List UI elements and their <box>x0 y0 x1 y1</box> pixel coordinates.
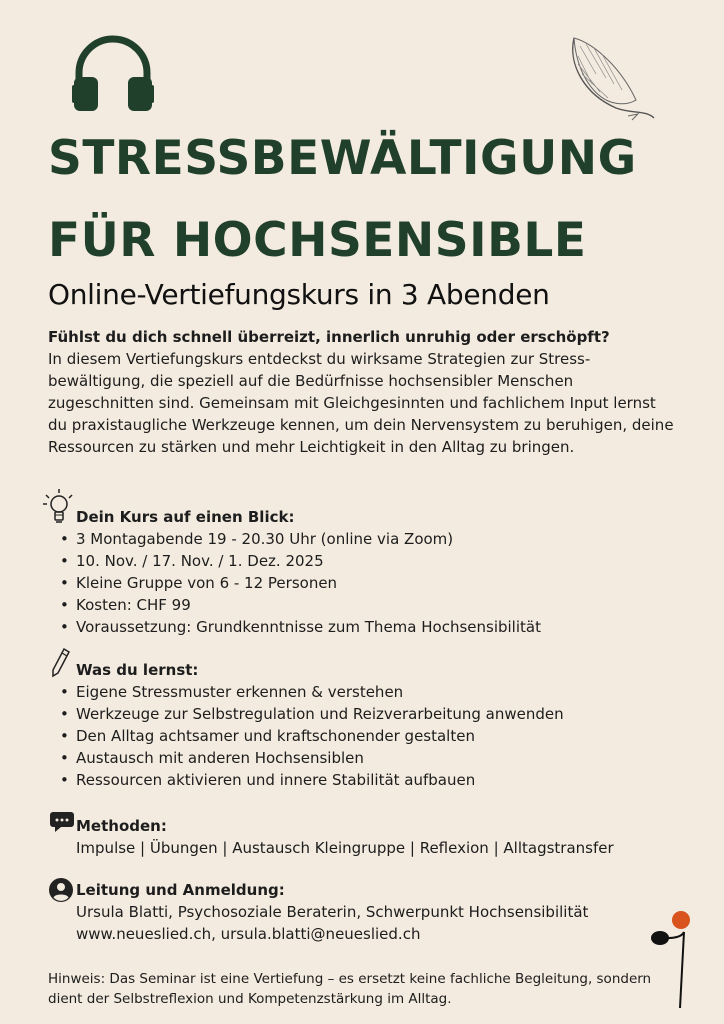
learn-list <box>76 681 696 791</box>
feather-icon <box>566 34 662 126</box>
list-item: • Austausch mit anderen Hochsensiblen <box>76 747 696 769</box>
headphones-icon <box>70 33 156 113</box>
list-item: • Kosten: CHF 99 <box>76 594 696 616</box>
list-item: • 3 Montagabende 19 - 20.30 Uhr (online via Zoom) <box>76 528 696 550</box>
subtitle: Online-Vertiefungskurs in 3 Abenden <box>48 278 550 311</box>
overview-section <box>76 506 696 638</box>
list-item: • Kleine Gruppe von 6 - 12 Personen <box>76 572 696 594</box>
list-item: • 10. Nov. / 17. Nov. / 1. Dez. 2025 <box>76 550 696 572</box>
title-line-2: FÜR HOCHSENSIBLE <box>48 213 587 268</box>
lead-heading: Leitung und Anmeldung: <box>76 881 285 899</box>
lightbulb-icon <box>40 487 74 525</box>
note-text: Hinweis: Das Seminar ist eine Vertiefung – es ersetzt keine fachliche Begleitung, sondern dient der Selbstreflexion und Kompetenzstärkung im Alltag. <box>48 971 652 1007</box>
title-line-1: STRESSBEWÄLTIGUNG <box>48 131 637 186</box>
intro-paragraph <box>48 326 678 458</box>
overview-list <box>76 528 696 638</box>
lead-line-1: Ursula Blatti, Psychosoziale Beraterin, Schwerpunkt Hochsensibilität <box>76 903 589 921</box>
learn-section <box>76 659 696 791</box>
list-item: • Ressourcen aktivieren und innere Stabilität aufbauen <box>76 769 696 791</box>
intro-body: In diesem Vertiefungskurs entdeckst du wirksame Strategien zur Stress-bewältigung, die speziell auf die Bedürfnisse hochsensibler Menschen zugeschnitten sind. Gemeinsam mit Gleichgesinnten und fachlichem Input lernst du praxistaugliche Werkzeuge kennen, um dein Nervensystem zu beruhigen, deine Ressourcen zu stärken und mehr Leichtigkeit in den Alltag zu bringen. <box>48 350 674 456</box>
methods-section <box>76 815 696 859</box>
user-icon <box>49 878 73 902</box>
list-item: • Voraussetzung: Grundkenntnisse zum Thema Hochsensibilität <box>76 616 696 638</box>
pencil-icon <box>50 647 72 679</box>
list-item: • Den Alltag achtsamer und kraftschonender gestalten <box>76 725 696 747</box>
speech-bubble-icon <box>49 810 75 834</box>
intro-lead: Fühlst du dich schnell überreizt, innerlich unruhig oder erschöpft? <box>48 328 610 346</box>
learn-heading: Was du lernst: <box>76 661 199 679</box>
methods-heading: Methoden: <box>76 817 167 835</box>
overview-heading: Dein Kurs auf einen Blick: <box>76 508 295 526</box>
list-item: • Werkzeuge zur Selbstregulation und Reizverarbeitung anwenden <box>76 703 696 725</box>
list-item: • Eigene Stressmuster erkennen & verstehen <box>76 681 696 703</box>
lead-section <box>76 879 696 945</box>
music-note-logo <box>648 908 696 1012</box>
methods-text: Impulse | Übungen | Austausch Kleingruppe | Reflexion | Alltagstransfer <box>76 839 614 857</box>
lead-contact: www.neueslied.ch, ursula.blatti@neueslied.ch <box>76 925 421 943</box>
